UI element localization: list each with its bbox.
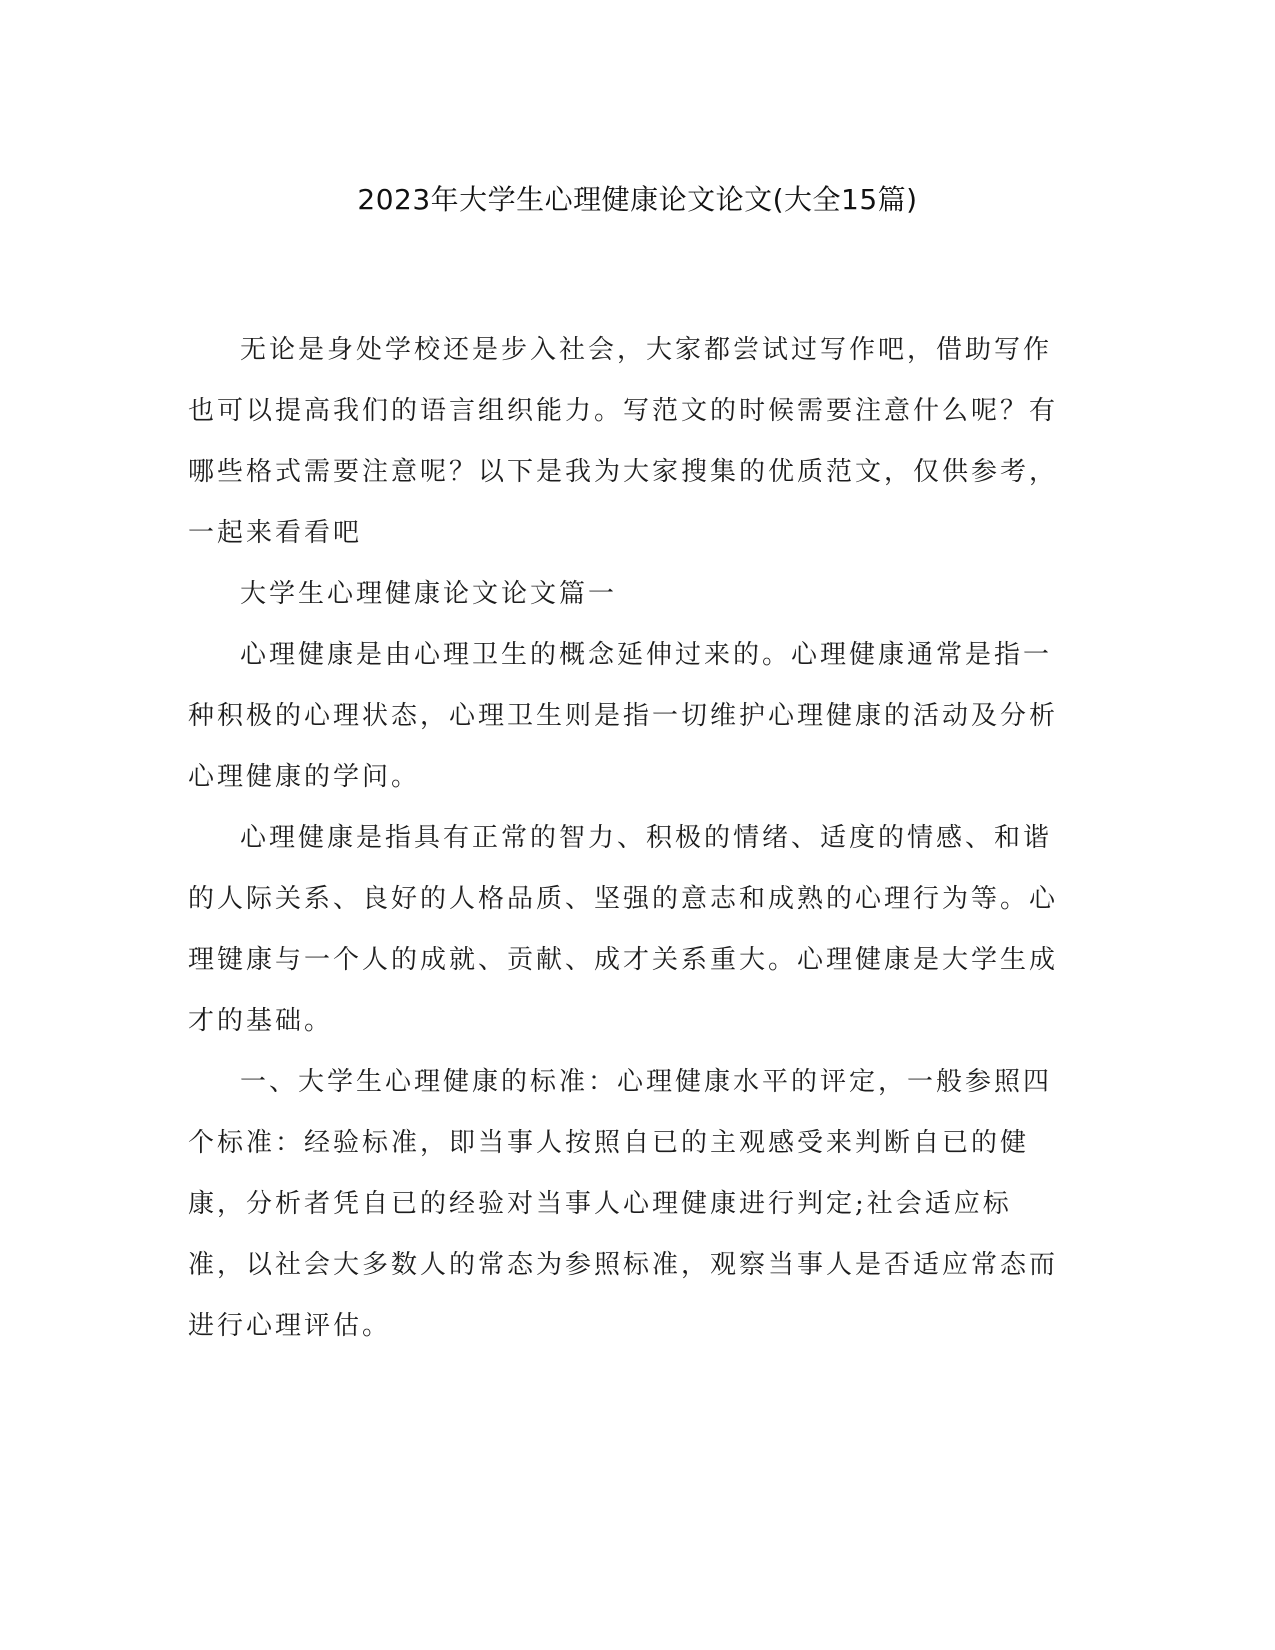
body-paragraph: 心理健康是由心理卫生的概念延伸过来的。心理健康通常是指一种积极的心理状态，心理卫生则是指一切维护心理健康的活动及分析心理健康的学问。 [188,640,1059,792]
intro-paragraph: 无论是身处学校还是步入社会，大家都尝试过写作吧，借助写作也可以提高我们的语言组织能力。写范文的时候需要注意什么呢？有哪些格式需要注意呢？以下是我为大家搜集的优质范文，仅供参考，一起来看看吧 [188,335,1059,548]
body-paragraph: 一、大学生心理健康的标准：心理健康水平的评定，一般参照四个标准：经验标准，即当事人按照自已的主观感受来判断自已的健康，分析者凭自已的经验对当事人心理健康进行判定;社会适应标准，以社会大多数人的常态为参照标准，观察当事人是否适应常态而进行心理评估。 [188,1067,1059,1341]
body-paragraph: 心理健康是指具有正常的智力、积极的情绪、适度的情感、和谐的人际关系、良好的人格品质、坚强的意志和成熟的心理行为等。心理键康与一个人的成就、贡献、成才关系重大。心理健康是大学生成才的基础。 [188,823,1059,1036]
section-heading: 大学生心理健康论文论文篇一 [240,579,618,609]
document-title: 2023年大学生心理健康论文论文(大全15篇) [357,183,918,216]
document-body [188,320,1068,1357]
